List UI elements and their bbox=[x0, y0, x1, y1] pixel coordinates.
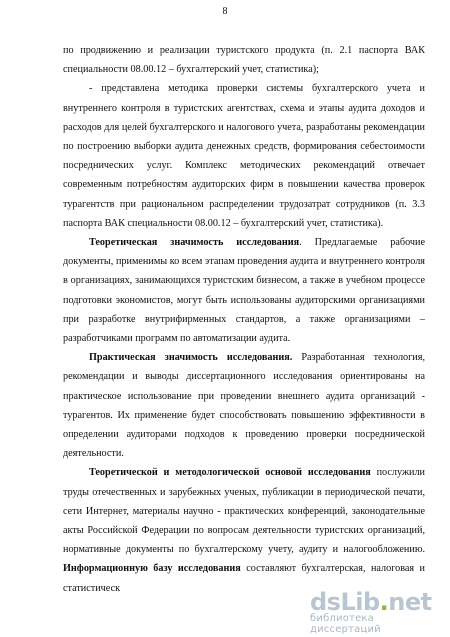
text-run: по продвижению и реализации туристского продукта (п. 2.1 паспорта ВАК специальности 08.00.12 – бухгалтерский учет, статистика); bbox=[63, 45, 425, 76]
text-run: послужили труды отечественных и зарубежных ученых, публикации в периодической печати, сети Интернет, материалы научно - практических конференций, законодательные акты Российской Федерации по вопросам деятельности туристских организаций, нормативные документы по бухгалтерскому учету, аудиту и налогообложению. bbox=[63, 467, 425, 556]
dslib-watermark bbox=[310, 589, 436, 635]
text-run: Разработанная технология, рекомендации и выводы диссертационного исследования ориентированы на практическое использование при проведении внешнего аудита организаций - турагентов. Их применение будет способствовать повышению эффективности в определении аудиторами подходов к проведению проверки посреднической деятельности. bbox=[63, 352, 425, 460]
paragraph-methodological-basis bbox=[63, 463, 425, 597]
paragraph-continuation bbox=[63, 41, 425, 79]
watermark-logo: dsLib.net bbox=[310, 588, 432, 616]
paragraph-methodology bbox=[63, 79, 425, 233]
bold-run: Теоретической и методологической основой исследования bbox=[89, 467, 371, 479]
watermark-subtitle: библиотека диссертаций bbox=[310, 613, 381, 635]
paragraph-practical-significance bbox=[63, 348, 425, 463]
document-body bbox=[63, 41, 425, 598]
bold-run: Теоретическая значимость исследования bbox=[89, 237, 300, 249]
bold-run: Информационную базу исследования bbox=[63, 563, 241, 575]
text-run: составляют бухгалтерская, налоговая и статистическ bbox=[63, 563, 425, 594]
text-run: . Предлагаемые рабочие документы, применимы ко всем этапам проведения аудита и внутреннего контроля в организациях, занимающихся туристским бизнесом, а также в учебном процессе подготовки экономистов, могут быть использованы аудиторскими организациями при разработке внутрифирменных стандартов, а также организациями – разработчиками программ по автоматизации аудита. bbox=[63, 237, 425, 345]
text-run: - представлена методика проверки системы бухгалтерского учета и внутреннего контроля в туристских агентствах, схема и этапы аудита доходов и расходов для целей бухгалтерского и налогового учета, разработаны рекомендации по построению выборки аудита денежных средств, формирования себестоимости посреднических услуг. Комплекс методических рекомендаций отвечает современным потребностям аудиторских фирм в повышении качества проверок турагентств при рациональном распределении трудозатрат сотрудников (п. 3.3 паспорта ВАК специальности 08.00.12 – бухгалтерский учет, статистика). bbox=[63, 83, 425, 229]
paragraph-theoretical-significance bbox=[63, 233, 425, 348]
bold-run: Практическая значимость исследования. bbox=[89, 352, 293, 364]
page-number: 8 bbox=[222, 6, 228, 17]
